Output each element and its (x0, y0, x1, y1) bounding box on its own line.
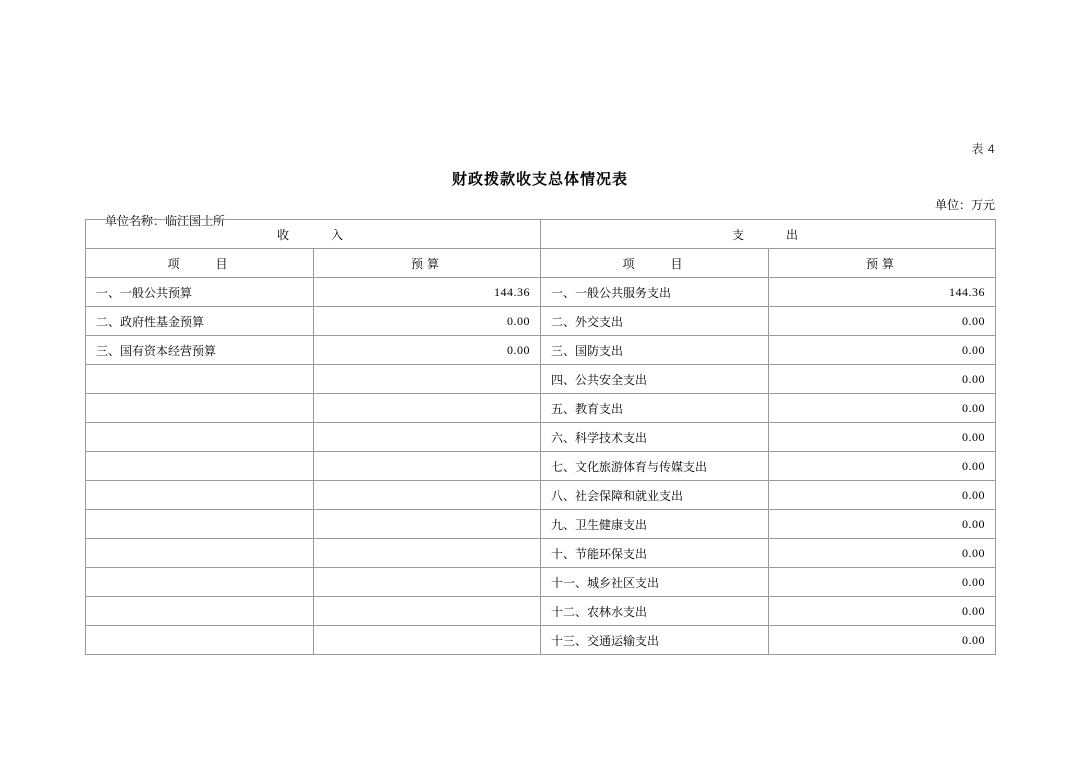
expense-budget: 0.00 (769, 394, 996, 423)
income-item (86, 423, 314, 452)
expense-budget: 0.00 (769, 481, 996, 510)
table-column-header-row (86, 249, 996, 278)
group-header-expense: 支 出 (541, 220, 996, 249)
income-item: 二、政府性基金预算 (86, 307, 314, 336)
expense-budget: 0.00 (769, 510, 996, 539)
income-budget (314, 626, 541, 655)
table-row (86, 539, 996, 568)
expense-budget: 0.00 (769, 539, 996, 568)
expense-item: 八、社会保障和就业支出 (541, 481, 769, 510)
income-budget (314, 394, 541, 423)
table-row (86, 278, 996, 307)
amount-unit-label: 单位：万元 (934, 198, 995, 212)
table-row (86, 626, 996, 655)
column-header-expense-budget: 预算 (769, 249, 996, 278)
income-budget: 0.00 (314, 307, 541, 336)
income-item (86, 481, 314, 510)
column-header-expense-item: 项 目 (541, 249, 769, 278)
expense-item: 四、公共安全支出 (541, 365, 769, 394)
income-item (86, 510, 314, 539)
table-row (86, 510, 996, 539)
expense-item: 五、教育支出 (541, 394, 769, 423)
expense-budget: 0.00 (769, 307, 996, 336)
expense-item: 十二、农林水支出 (541, 597, 769, 626)
income-budget: 144.36 (314, 278, 541, 307)
expense-budget: 0.00 (769, 452, 996, 481)
column-header-income-budget: 预算 (314, 249, 541, 278)
income-item (86, 394, 314, 423)
expense-item: 六、科学技术支出 (541, 423, 769, 452)
table-row (86, 452, 996, 481)
table-row (86, 481, 996, 510)
sheet-number: 表 4 (971, 142, 995, 156)
expense-item: 十、节能环保支出 (541, 539, 769, 568)
unit-name-value: 临江国土所 (165, 214, 226, 228)
income-budget (314, 597, 541, 626)
income-budget (314, 510, 541, 539)
group-header-income: 收 入 (86, 220, 541, 249)
page-title: 财政拨款收支总体情况表 (451, 171, 628, 188)
expense-item: 十三、交通运输支出 (541, 626, 769, 655)
expense-budget: 0.00 (769, 626, 996, 655)
column-header-income-item: 项 目 (86, 249, 314, 278)
income-item (86, 626, 314, 655)
expense-budget: 0.00 (769, 597, 996, 626)
income-budget (314, 452, 541, 481)
table-group-header-row (86, 220, 996, 249)
income-budget: 0.00 (314, 336, 541, 365)
expense-item: 九、卫生健康支出 (541, 510, 769, 539)
unit-name-label: 单位名称： (105, 214, 166, 228)
table-row (86, 336, 996, 365)
income-item: 三、国有资本经营预算 (86, 336, 314, 365)
expense-budget: 0.00 (769, 365, 996, 394)
expense-item: 十一、城乡社区支出 (541, 568, 769, 597)
income-budget (314, 365, 541, 394)
expense-item: 二、外交支出 (541, 307, 769, 336)
income-item (86, 568, 314, 597)
income-budget (314, 481, 541, 510)
budget-table (85, 219, 996, 655)
table-row (86, 307, 996, 336)
expense-item: 三、国防支出 (541, 336, 769, 365)
expense-budget: 144.36 (769, 278, 996, 307)
income-item (86, 452, 314, 481)
expense-item: 七、文化旅游体育与传媒支出 (541, 452, 769, 481)
income-item: 一、一般公共预算 (86, 278, 314, 307)
income-budget (314, 539, 541, 568)
expense-budget: 0.00 (769, 336, 996, 365)
table-row (86, 394, 996, 423)
table-row (86, 365, 996, 394)
income-item (86, 597, 314, 626)
expense-budget: 0.00 (769, 423, 996, 452)
income-budget (314, 423, 541, 452)
table-body (86, 220, 996, 655)
income-item (86, 365, 314, 394)
expense-budget: 0.00 (769, 568, 996, 597)
table-row (86, 568, 996, 597)
table-row (86, 423, 996, 452)
expense-item: 一、一般公共服务支出 (541, 278, 769, 307)
table-row (86, 597, 996, 626)
income-item (86, 539, 314, 568)
income-budget (314, 568, 541, 597)
